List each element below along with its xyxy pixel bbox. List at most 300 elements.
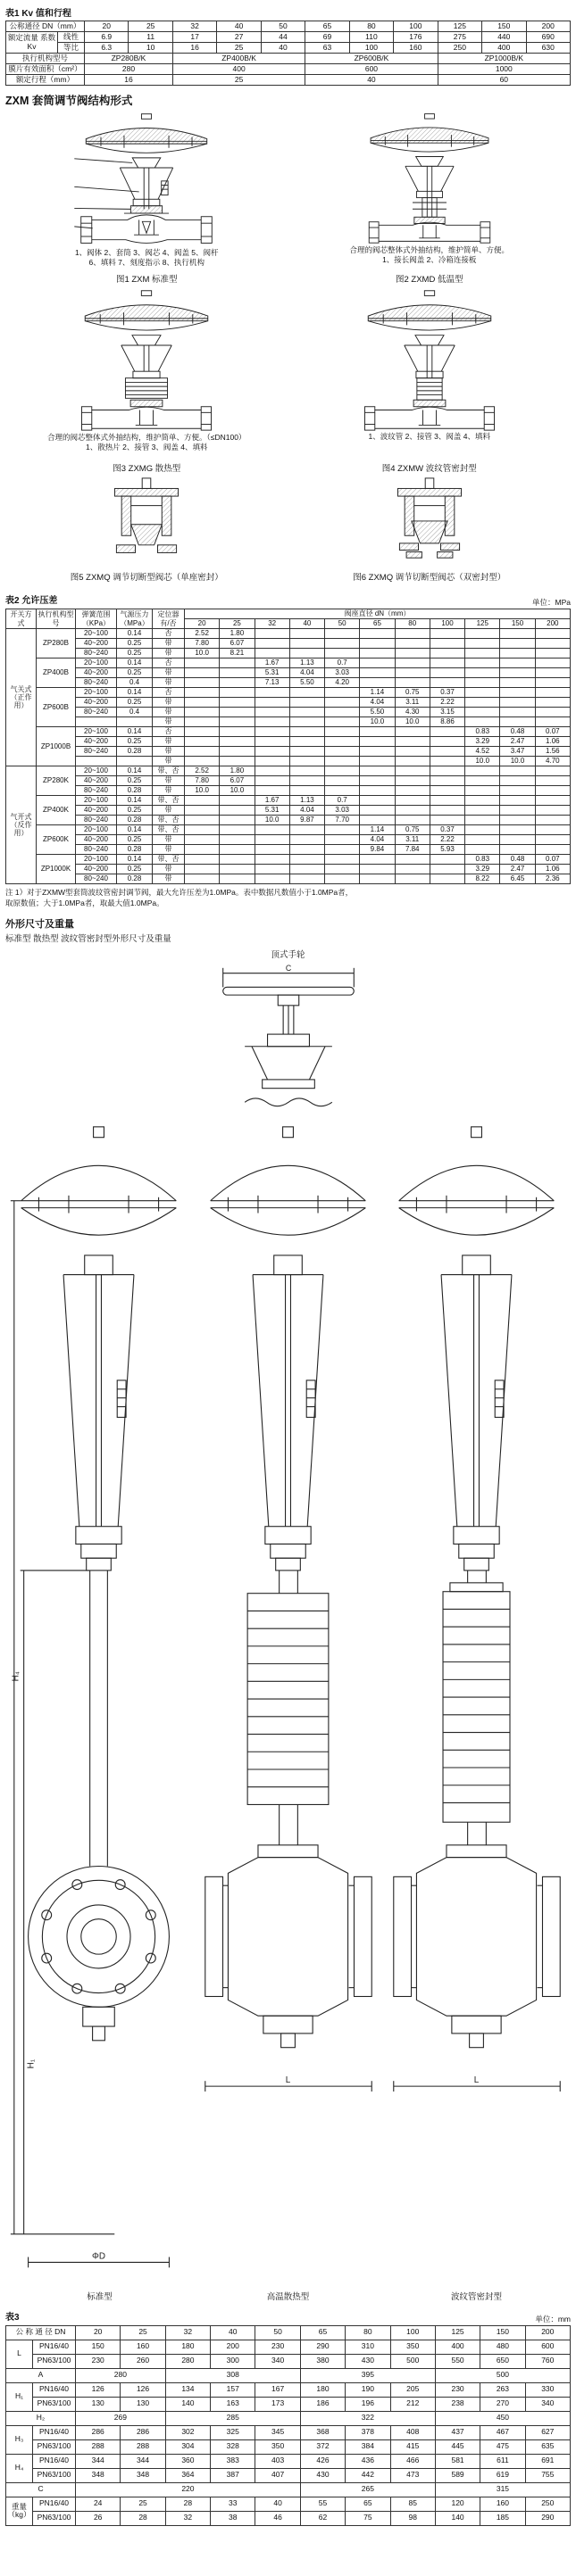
outline-subheading: 标准型 散热型 波纹管密封型外形尺寸及重量: [5, 933, 171, 944]
table-cell: 1.13: [289, 658, 324, 668]
table-cell: ZP280B: [37, 629, 76, 658]
table-cell: [289, 649, 324, 658]
table-cell: 32: [165, 2325, 210, 2340]
table-cell: 350: [390, 2340, 435, 2354]
table-cell: [325, 776, 360, 786]
outline-diagram-finned: [196, 1118, 381, 2289]
table-cell: 5.31: [255, 806, 289, 816]
table-cell: 带: [153, 649, 185, 658]
table-cell: 0.28: [117, 816, 153, 825]
table-cell: 10.0: [360, 717, 395, 727]
table-cell: 75: [346, 2511, 390, 2525]
table-cell: 302: [165, 2425, 210, 2439]
table-cell: 27: [217, 32, 261, 43]
table-cell: 280: [76, 2368, 166, 2382]
table-cell: 322: [300, 2411, 435, 2425]
table-cell: 65: [305, 21, 349, 32]
table-cell: 185: [480, 2511, 525, 2525]
trim-diagram-single-seat: [79, 476, 213, 562]
table-cell: 带: [153, 698, 185, 708]
table-cell: 340: [255, 2354, 300, 2368]
table-cell: 20~100: [76, 629, 117, 639]
table-cell: [325, 727, 360, 737]
table-cell: [395, 855, 430, 865]
table-cell: [255, 786, 289, 796]
table-cell: 100: [430, 619, 464, 629]
table-cell: 69: [305, 32, 349, 43]
table-cell: 1.67: [255, 658, 289, 668]
table-cell: 带: [153, 708, 185, 717]
table-cell: [465, 796, 500, 806]
table-cell: H₁: [6, 2382, 33, 2411]
table-cell: [465, 776, 500, 786]
table-cell: 348: [121, 2468, 165, 2482]
table-cell: [325, 649, 360, 658]
table-cell: [325, 825, 360, 835]
table-cell: 开关方式: [6, 609, 37, 629]
figure-row-3: [5, 476, 571, 585]
table-cell: PN63/100: [33, 2511, 76, 2525]
table-cell: 364: [165, 2468, 210, 2482]
table-cell: 1.80: [220, 629, 255, 639]
table-cell: 20: [185, 619, 220, 629]
table-cell: 627: [525, 2425, 570, 2439]
table-cell: 110: [349, 32, 393, 43]
table-cell: 3.15: [430, 708, 464, 717]
table-cell: [185, 796, 220, 806]
table-cell: H₃: [6, 2425, 33, 2454]
table-cell: 带: [153, 845, 185, 855]
table-cell: 0.25: [117, 649, 153, 658]
table-cell: 0.4: [117, 678, 153, 688]
table-cell: 带: [153, 737, 185, 747]
table-cell: 膜片有效面积（cm²）: [6, 64, 85, 75]
table-cell: [360, 649, 395, 658]
table-cell: 3.29: [465, 737, 500, 747]
table-cell: [535, 796, 570, 806]
table-cell: 0.7: [325, 658, 360, 668]
table-cell: 7.80: [185, 776, 220, 786]
figure-row-2: [5, 287, 571, 476]
table-cell: 1.06: [535, 737, 570, 747]
table-cell: 7.84: [395, 845, 430, 855]
valve-diagram-bellows: [338, 287, 521, 432]
table-cell: [395, 796, 430, 806]
table-cell: 619: [480, 2468, 525, 2482]
table-cell: [430, 776, 464, 786]
table-cell: PN16/40: [33, 2454, 76, 2468]
table-cell: 20: [76, 2325, 121, 2340]
table-cell: 46: [255, 2511, 300, 2525]
table-cell: [535, 786, 570, 796]
table-cell: H₄: [6, 2454, 33, 2482]
table-cell: 125: [438, 21, 481, 32]
table-cell: 额定行程（mm）: [6, 75, 85, 86]
table-cell: [360, 786, 395, 796]
table-cell: 17: [172, 32, 216, 43]
table-cell: 16: [172, 43, 216, 54]
table-cell: 0.14: [117, 727, 153, 737]
table-cell: [325, 757, 360, 766]
table-cell: [360, 874, 395, 884]
table-cell: 230: [255, 2340, 300, 2354]
table-cell: 80~240: [76, 747, 117, 757]
table-cell: [185, 806, 220, 816]
table-cell: [500, 658, 535, 668]
table-cell: 290: [300, 2340, 345, 2354]
table-cell: [76, 717, 117, 727]
table-cell: 407: [255, 2468, 300, 2482]
table-cell: 220: [76, 2482, 301, 2497]
table-cell: [465, 708, 500, 717]
table-cell: 0.28: [117, 874, 153, 884]
table-cell: [185, 737, 220, 747]
table-cell: 269: [76, 2411, 166, 2425]
table-cell: 315: [435, 2482, 570, 2497]
table-cell: 40~200: [76, 806, 117, 816]
table-cell: 0.25: [117, 776, 153, 786]
table-cell: 额定流量 系数 Kv: [6, 32, 58, 54]
table-cell: 气源压力（MPa）: [117, 609, 153, 629]
table-cell: [360, 757, 395, 766]
table-cell: 80~240: [76, 845, 117, 855]
table2-title: 表2 允许压差: [5, 596, 58, 606]
table-cell: [255, 649, 289, 658]
table-cell: 475: [480, 2439, 525, 2454]
table-cell: 5.50: [289, 678, 324, 688]
table-cell: 500: [435, 2368, 570, 2382]
table-cell: [185, 717, 220, 727]
table-cell: 0.25: [117, 639, 153, 649]
table-cell: [465, 639, 500, 649]
table-cell: [395, 747, 430, 757]
table-cell: 200: [535, 619, 570, 629]
table-cell: 348: [76, 2468, 121, 2482]
table-cell: 0.83: [465, 855, 500, 865]
table-cell: [360, 658, 395, 668]
table-cell: 弹簧范围（KPa）: [76, 609, 117, 629]
table-cell: [289, 874, 324, 884]
table-cell: 3.11: [395, 698, 430, 708]
table-cell: 3.03: [325, 668, 360, 678]
table-cell: 10.0: [465, 757, 500, 766]
figure-6-caption: 图6 ZXMQ 调节切断型阀芯（双密封型）: [353, 573, 506, 583]
table-cell: 140: [165, 2397, 210, 2411]
table-cell: 0.14: [117, 629, 153, 639]
table-cell: [289, 865, 324, 874]
table-cell: 25: [220, 619, 255, 629]
table-cell: [255, 717, 289, 727]
table-cell: [395, 727, 430, 737]
table-cell: 40~200: [76, 835, 117, 845]
table-cell: ZP400B: [37, 658, 76, 688]
table-cell: 带: [153, 639, 185, 649]
table-cell: [500, 766, 535, 776]
table-cell: 10.0: [185, 786, 220, 796]
table-cell: 600: [305, 64, 438, 75]
table-cell: 6.3: [85, 43, 129, 54]
table-cell: ZP400B/K: [172, 54, 305, 64]
table-cell: 40~200: [76, 865, 117, 874]
handwheel-diagram: [177, 961, 400, 1114]
table-cell: 定位器 有/否: [153, 609, 185, 629]
table-cell: 304: [165, 2439, 210, 2454]
trim-diagram-double-seal: [363, 476, 497, 562]
valve-diagram-standard: [55, 111, 238, 248]
table-cell: 630: [526, 43, 570, 54]
table-cell: 2.47: [500, 865, 535, 874]
table-cell: 0.14: [117, 688, 153, 698]
table-cell: [289, 766, 324, 776]
table-cell: 200: [525, 2325, 570, 2340]
table-cell: 387: [211, 2468, 255, 2482]
table-cell: 0.25: [117, 737, 153, 747]
table-cell: 4.04: [289, 806, 324, 816]
table-cell: [395, 786, 430, 796]
figure-1-legend-2: 6、填料 7、刻度指示 8、执行机构: [88, 258, 205, 268]
table-cell: 635: [525, 2439, 570, 2454]
table-cell: 150: [76, 2340, 121, 2354]
table-cell: 80~240: [76, 786, 117, 796]
table-cell: ZP600B: [37, 688, 76, 727]
table-cell: 0.28: [117, 786, 153, 796]
outline-diagram-standard: [6, 1118, 192, 2289]
table-cell: 带: [153, 835, 185, 845]
figure-2-note: 合理的阀芯整体式外抽结构，维护简单、方便。: [349, 245, 509, 254]
table-cell: 40~200: [76, 639, 117, 649]
table-cell: 否: [153, 727, 185, 737]
table-cell: 1.14: [360, 825, 395, 835]
table-cell: 公 称 通 径 DN: [6, 2325, 76, 2340]
table-cell: [430, 747, 464, 757]
figure-5-caption: 图5 ZXMQ 调节切断型阀芯（单座密封）: [70, 573, 223, 583]
table-cell: [465, 806, 500, 816]
table-cell: [76, 757, 117, 766]
table-cell: ZP600K: [37, 825, 76, 855]
table-cell: 0.37: [430, 825, 464, 835]
table-cell: [325, 737, 360, 747]
table-cell: 6.07: [220, 776, 255, 786]
table-cell: 690: [526, 32, 570, 43]
outline-heading: 外形尺寸及重量: [5, 918, 74, 930]
note-line-1: 注 1）对于ZXMW型套筒波纹管密封调节阀，最大允许压差为1.0MPa。表中数据凡数值小于1.0MPa者，: [5, 888, 354, 897]
table-cell: 212: [390, 2397, 435, 2411]
table-cell: [500, 806, 535, 816]
table-cell: [220, 796, 255, 806]
table-cell: [255, 865, 289, 874]
table-cell: 550: [435, 2354, 480, 2368]
table-cell: 760: [525, 2354, 570, 2368]
table-cell: [220, 757, 255, 766]
table-cell: [500, 708, 535, 717]
table-cell: 40: [255, 2497, 300, 2511]
table-cell: 196: [346, 2397, 390, 2411]
table-cell: [325, 698, 360, 708]
table-cell: [500, 639, 535, 649]
table-cell: 3.03: [325, 806, 360, 816]
table-cell: [535, 678, 570, 688]
table-cell: 0.48: [500, 855, 535, 865]
table-cell: [430, 678, 464, 688]
table-cell: [535, 806, 570, 816]
table-cell: [535, 639, 570, 649]
table-cell: 线性: [58, 32, 85, 43]
table-cell: 400: [435, 2340, 480, 2354]
table-cell: 160: [121, 2340, 165, 2354]
table-cell: 7.80: [185, 639, 220, 649]
dim-h1-label: H₁: [26, 2058, 37, 2069]
figure-1-caption: 图1 ZXM 标准型: [115, 275, 178, 285]
table-cell: 160: [394, 43, 438, 54]
table-cell: [395, 649, 430, 658]
table-cell: 238: [435, 2397, 480, 2411]
table-cell: 360: [165, 2454, 210, 2468]
table-cell: 2.47: [500, 737, 535, 747]
table-cell: 带: [153, 668, 185, 678]
table-cell: 1.56: [535, 747, 570, 757]
figure-3-caption: 图3 ZXMG 散热型: [113, 464, 181, 474]
table-cell: [430, 639, 464, 649]
table-cell: [220, 678, 255, 688]
table2-header: [5, 591, 571, 608]
table-cell: [289, 845, 324, 855]
table-cell: [325, 629, 360, 639]
table-cell: [325, 747, 360, 757]
table-cell: 16: [85, 75, 173, 86]
table-cell: [289, 776, 324, 786]
table-cell: ZP280K: [37, 766, 76, 796]
table-cell: ZP1000K: [37, 855, 76, 884]
table-cell: [465, 688, 500, 698]
table-cell: [220, 816, 255, 825]
table-cell: [430, 727, 464, 737]
table-cell: 467: [480, 2425, 525, 2439]
table-cell: 1000: [438, 64, 570, 75]
table-cell: 执行机构型号: [38, 610, 74, 627]
table-cell: 80~240: [76, 874, 117, 884]
table-cell: PN63/100: [33, 2439, 76, 2454]
table-cell: [535, 688, 570, 698]
table-cell: [289, 639, 324, 649]
table-cell: 10.0: [395, 717, 430, 727]
table-cell: [500, 678, 535, 688]
table-cell: [220, 737, 255, 747]
table-cell: [255, 747, 289, 757]
table-cell: 28: [121, 2511, 165, 2525]
table-cell: [220, 747, 255, 757]
table-cell: 3.47: [500, 747, 535, 757]
table-cell: 140: [435, 2511, 480, 2525]
table-cell: [325, 688, 360, 698]
table-cell: 466: [390, 2454, 435, 2468]
table-cell: 0.7: [325, 796, 360, 806]
table-cell: 190: [346, 2382, 390, 2397]
table-cell: 0.37: [430, 688, 464, 698]
table-cell: 50: [261, 21, 305, 32]
table-cell: [220, 855, 255, 865]
outline-diagram-bellows: [384, 1118, 570, 2289]
table-cell: [289, 717, 324, 727]
table-cell: [465, 678, 500, 688]
table-cell: 否: [153, 629, 185, 639]
table-cell: [395, 639, 430, 649]
table-cell: 160: [480, 2497, 525, 2511]
table-cell: 重量（kg）: [6, 2497, 33, 2525]
table-cell: [255, 874, 289, 884]
table-cell: 426: [300, 2454, 345, 2468]
figure-6: [288, 476, 572, 585]
table-cell: [220, 717, 255, 727]
table-cell: [430, 757, 464, 766]
table-cell: 公称通径 DN（mm）: [6, 21, 85, 32]
table-cell: [289, 708, 324, 717]
table-cell: 带: [153, 776, 185, 786]
table-cell: 25: [129, 21, 172, 32]
table-cell: 265: [300, 2482, 435, 2497]
table-cell: 285: [165, 2411, 300, 2425]
table-cell: 611: [480, 2454, 525, 2468]
table-cell: 4.04: [360, 835, 395, 845]
table-cell: 3.29: [465, 865, 500, 874]
table-cell: [395, 776, 430, 786]
figure-4-caption: 图4 ZXMW 波纹管密封型: [381, 464, 477, 474]
table-cell: 80~240: [76, 708, 117, 717]
table-cell: [185, 747, 220, 757]
table-cell: 263: [480, 2382, 525, 2397]
table-cell: [325, 766, 360, 776]
table-cell: [500, 717, 535, 727]
table-cell: [220, 688, 255, 698]
table-cell: [255, 845, 289, 855]
table-cell: C: [6, 2482, 76, 2497]
outline-standard: [5, 1118, 194, 2302]
table-cell: ZP1000B: [37, 727, 76, 766]
kv-stroke-table: [5, 21, 571, 86]
table-cell: 288: [76, 2439, 121, 2454]
table-cell: [500, 816, 535, 825]
table-cell: [220, 668, 255, 678]
table-cell: 带: [153, 865, 185, 874]
table-cell: 581: [435, 2454, 480, 2468]
outline-finned-label: 高温散热型: [266, 2291, 310, 2302]
table-cell: [289, 825, 324, 835]
table-cell: 0.14: [117, 825, 153, 835]
table-cell: [430, 629, 464, 639]
table-cell: [360, 855, 395, 865]
table-cell: 330: [525, 2382, 570, 2397]
outline-bellows-label: 波纹管密封型: [451, 2291, 503, 2302]
table-cell: 755: [525, 2468, 570, 2482]
table-cell: H₂: [6, 2411, 76, 2425]
figure-3: [5, 287, 288, 476]
table-cell: 20~100: [76, 855, 117, 865]
table-cell: 7.70: [325, 816, 360, 825]
table-cell: [535, 825, 570, 835]
table-cell: 6.07: [220, 639, 255, 649]
table-cell: 345: [255, 2425, 300, 2439]
table-cell: 11: [129, 32, 172, 43]
table-cell: [360, 865, 395, 874]
table-cell: 32: [165, 2511, 210, 2525]
valve-diagram-finned: [55, 287, 238, 432]
table-cell: 10: [129, 43, 172, 54]
table-cell: 50: [255, 2325, 300, 2340]
table-cell: 400: [172, 64, 305, 75]
table-cell: 0.75: [395, 825, 430, 835]
table-cell: [289, 629, 324, 639]
table-cell: 260: [121, 2354, 165, 2368]
table-cell: 2.36: [535, 874, 570, 884]
